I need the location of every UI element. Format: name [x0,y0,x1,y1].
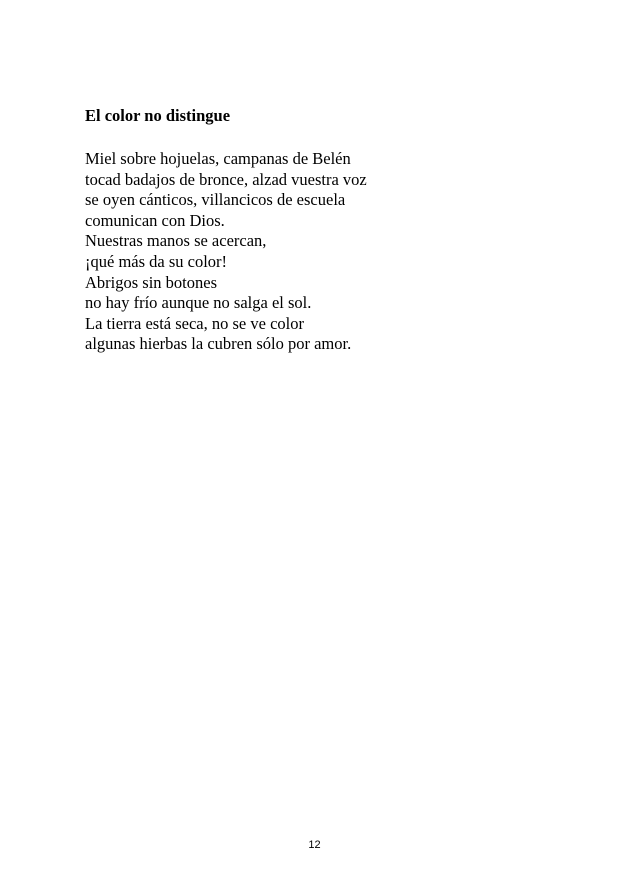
poem-line: Abrigos sin botones [85,272,217,292]
poem-line: tocad badajos de bronce, alzad vuestra voz [85,169,367,189]
poem-line: Miel sobre hojuelas, campanas de Belén [85,149,351,168]
poem-line: La tierra está seca, no se ve color [85,313,304,333]
poem-line: no hay frío aunque no salga el sol. [85,293,312,313]
poem-line: se oyen cánticos, villancicos de escuela [85,190,346,210]
poem-line: ¡qué más da su color! [85,251,228,271]
page-number: 12 [308,839,321,851]
poem-line: comunican con Dios. [85,210,225,230]
poem-line: algunas hierbas la cubren sólo por amor. [85,334,352,354]
poem-body [85,149,367,355]
poem-line: Nuestras manos se acercan, [85,231,267,251]
poem-title: El color no distingue [85,106,231,125]
